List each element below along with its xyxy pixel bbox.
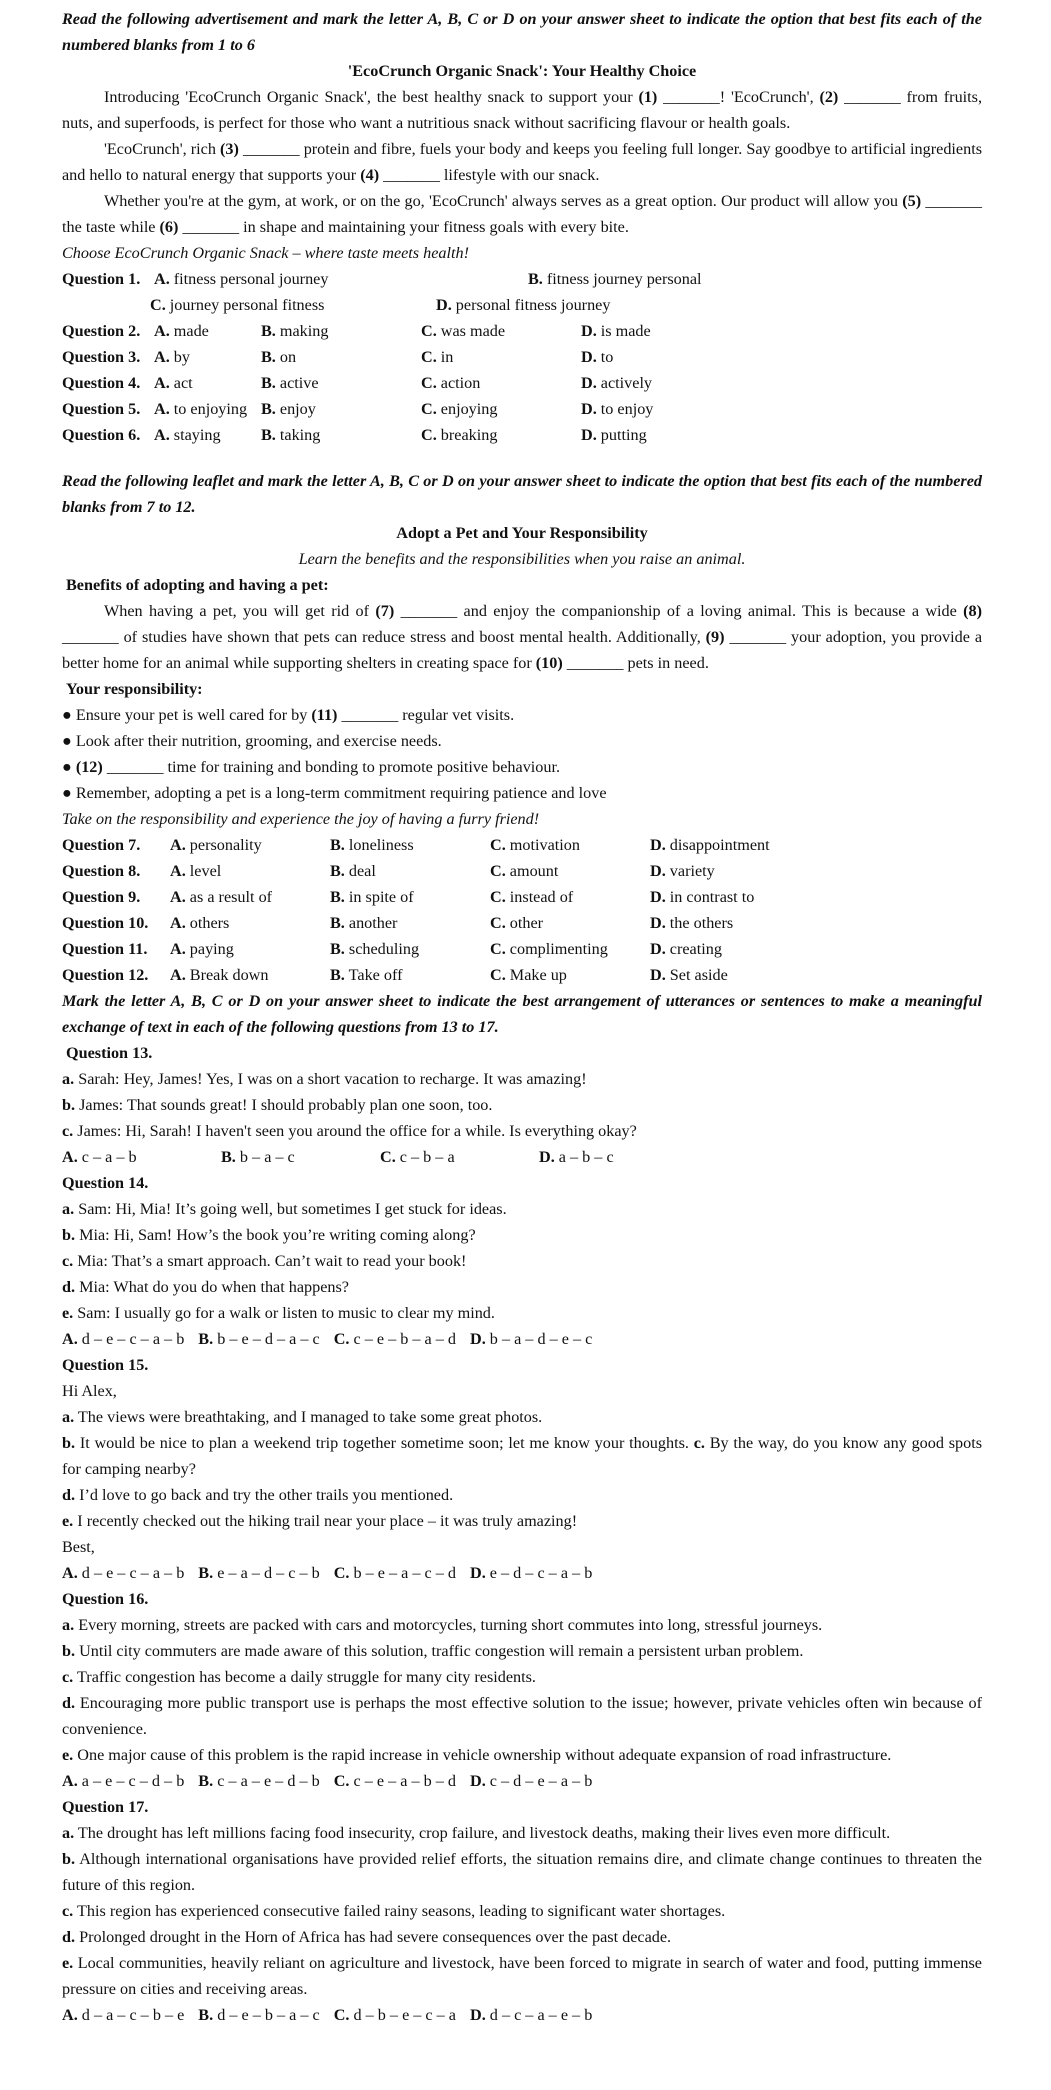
question-16-heading: Question 16. [62, 1590, 149, 1608]
question-14-answers [62, 1326, 982, 1352]
option-a[interactable]: A. staying [154, 426, 221, 444]
part1-paragraph-2: 'EcoCrunch', rich (3) _______ protein and fibre, fuels your body and keeps you feeling full longer. Say goodbye to artificial ingredients and hello to natural energy that supports your (4) _______ lifestyle with our snack. [62, 140, 982, 184]
question-label: Question 7. [62, 836, 141, 854]
question-11-row [62, 936, 982, 962]
option-d[interactable]: D. variety [650, 862, 715, 880]
q17-line-d: d. Prolonged drought in the Horn of Africa has had severe consequences over the past decade. [62, 1928, 672, 1946]
option-b[interactable]: B. loneliness [330, 836, 414, 854]
option-a[interactable]: A. others [170, 914, 230, 932]
bullet-3: ● (12) _______ time for training and bonding to promote positive behaviour. [62, 758, 561, 776]
responsibility-heading: Your responsibility: [66, 680, 203, 698]
part3-instruction: Mark the letter A, B, C or D on your answer sheet to indicate the best arrangement of utterances or sentences to make a meaningful exchange of text in each of the following questions from 13 to 17. [62, 992, 982, 1036]
question-12-row [62, 962, 982, 988]
option-c[interactable]: C. breaking [421, 426, 498, 444]
option-b[interactable]: B. c – a – e – d – b [198, 1772, 320, 1790]
option-c[interactable]: C. c – b – a [380, 1148, 455, 1166]
option-b[interactable]: B. active [261, 374, 319, 392]
question-9-row [62, 884, 982, 910]
question-label: Question 2. [62, 322, 141, 340]
option-d[interactable]: D. b – a – d – e – c [470, 1330, 593, 1348]
part1-title: 'EcoCrunch Organic Snack': Your Healthy Choice [347, 62, 697, 80]
q16-line-b: b. Until city commuters are made aware of this solution, traffic congestion will remain a persistent urban problem. [62, 1642, 804, 1660]
option-d[interactable]: D. to [581, 348, 614, 366]
option-b[interactable]: B. fitness journey personal [528, 270, 702, 288]
bullet-2: ● Look after their nutrition, grooming, and exercise needs. [62, 732, 442, 750]
option-d[interactable]: D. to enjoy [581, 400, 654, 418]
question-15-answers [62, 1560, 982, 1586]
question-7-row [62, 832, 982, 858]
q17-line-b: b. Although international organisations have provided relief efforts, the situation remains dire, and climate change continues to threaten the future of this region. [62, 1850, 982, 1894]
option-a[interactable]: A. level [170, 862, 222, 880]
option-a[interactable]: A. to enjoying [154, 400, 248, 418]
q15-sign: Best, [62, 1538, 95, 1556]
section-gap [62, 448, 982, 468]
question-label: Question 6. [62, 426, 141, 444]
question-17-heading: Question 17. [62, 1798, 149, 1816]
question-8-row [62, 858, 982, 884]
option-a[interactable]: A. paying [170, 940, 234, 958]
q16-line-c: c. Traffic congestion has become a daily struggle for many city residents. [62, 1668, 536, 1686]
question-label: Question 4. [62, 374, 141, 392]
option-b[interactable]: B. scheduling [330, 940, 420, 958]
part2-closing: Take on the responsibility and experience the joy of having a furry friend! [62, 810, 540, 828]
option-a[interactable]: A. by [154, 348, 190, 366]
part2-subtitle: Learn the benefits and the responsibilities when you raise an animal. [298, 550, 746, 568]
question-16-answers [62, 1768, 982, 1794]
option-c[interactable]: C. Make up [490, 966, 567, 984]
option-b[interactable]: B. making [261, 322, 329, 340]
question-2-row [62, 318, 982, 344]
part2-title: Adopt a Pet and Your Responsibility [396, 524, 648, 542]
option-b[interactable]: B. b – a – c [221, 1148, 295, 1166]
question-13-answers [62, 1144, 982, 1170]
q16-line-e: e. One major cause of this problem is the rapid increase in vehicle ownership without adequate expansion of road infrastructure. [62, 1746, 892, 1764]
option-c[interactable]: C. complimenting [490, 940, 608, 958]
option-d[interactable]: D. disappointment [650, 836, 770, 854]
option-c[interactable]: C. b – e – a – c – d [333, 1564, 456, 1582]
option-c[interactable]: C. d – b – e – c – a [333, 2006, 456, 2024]
option-d[interactable]: D. putting [581, 426, 647, 444]
option-c[interactable]: C. journey personal fitness [150, 296, 325, 314]
option-d[interactable]: D. the others [650, 914, 734, 932]
question-10-row [62, 910, 982, 936]
q15-greeting: Hi Alex, [62, 1382, 117, 1400]
option-b[interactable]: B. d – e – b – a – c [198, 2006, 320, 2024]
benefits-paragraph: When having a pet, you will get rid of (7) _______ and enjoy the companionship of a loving animal. This is because a wide (8) _______ of studies have shown that pets can reduce stress and boost mental health. Additionally, (9) _______ your adoption, you provide a better home for an animal while supporting shelters in creating space for (10) _______ pets in need. [62, 602, 983, 672]
option-a[interactable]: A. made [154, 322, 209, 340]
question-label: Question 9. [62, 888, 141, 906]
option-d[interactable]: D. is made [581, 322, 651, 340]
option-c[interactable]: C. was made [421, 322, 506, 340]
question-15-heading: Question 15. [62, 1356, 149, 1374]
option-d[interactable]: D. e – d – c – a – b [470, 1564, 593, 1582]
option-a[interactable]: A. Break down [170, 966, 269, 984]
option-b[interactable]: B. b – e – d – a – c [198, 1330, 320, 1348]
option-a[interactable]: A. d – e – c – a – b [62, 1330, 185, 1348]
bullet-4: ● Remember, adopting a pet is a long-term commitment requiring patience and love [62, 784, 607, 802]
option-a[interactable]: A. d – e – c – a – b [62, 1564, 185, 1582]
part1-instruction: Read the following advertisement and mark the letter A, B, C or D on your answer sheet to indicate the option that best fits each of the numbered blanks from 1 to 6 [62, 10, 982, 54]
option-d[interactable]: D. c – d – e – a – b [470, 1772, 593, 1790]
question-1-row-1 [62, 266, 982, 292]
question-1-row-2 [62, 292, 982, 318]
benefits-heading: Benefits of adopting and having a pet: [66, 576, 329, 594]
q15-line-e: e. I recently checked out the hiking trail near your place – it was truly amazing! [62, 1512, 578, 1530]
option-c[interactable]: C. other [490, 914, 544, 932]
option-a[interactable]: A. fitness personal journey [154, 270, 329, 288]
question-6-row [62, 422, 982, 448]
q14-line-d: d. Mia: What do you do when that happens? [62, 1278, 349, 1296]
option-c[interactable]: C. motivation [490, 836, 580, 854]
question-label: Question 3. [62, 348, 141, 366]
option-d[interactable]: D. d – c – a – e – b [470, 2006, 593, 2024]
question-13-heading: Question 13. [66, 1044, 153, 1062]
q16-line-d: d. Encouraging more public transport use is perhaps the most effective solution to the issue; however, private vehicles often win because of convenience. [62, 1694, 982, 1738]
option-a[interactable]: A. d – a – c – b – e [62, 2006, 185, 2024]
q13-line-b: b. James: That sounds great! I should probably plan one soon, too. [62, 1096, 493, 1114]
option-c[interactable]: C. c – e – b – a – d [333, 1330, 456, 1348]
q17-line-a: a. The drought has left millions facing food insecurity, crop failure, and livestock deaths, making their lives even more difficult. [62, 1824, 891, 1842]
option-a[interactable]: A. act [154, 374, 193, 392]
question-17-answers [62, 2002, 982, 2028]
option-c[interactable]: C. action [421, 374, 481, 392]
option-c[interactable]: C. amount [490, 862, 559, 880]
part2-instruction: Read the following leaflet and mark the letter A, B, C or D on your answer sheet to indicate the option that best fits each of the numbered blanks from 7 to 12. [62, 472, 982, 516]
option-b[interactable]: B. taking [261, 426, 321, 444]
question-label: Question 1. [62, 270, 141, 288]
option-a[interactable]: A. c – a – b [62, 1148, 137, 1166]
question-14-heading: Question 14. [62, 1174, 149, 1192]
part1-paragraph-1: Introducing 'EcoCrunch Organic Snack', the best healthy snack to support your (1) _______! 'EcoCrunch', (2) _______ from fruits, nuts, and superfoods, is perfect for those who want a nutritious snack without sacrificing flavour or health goals. [62, 88, 983, 132]
option-b[interactable]: B. deal [330, 862, 376, 880]
option-c[interactable]: C. instead of [490, 888, 574, 906]
q15-line-d: d. I’d love to go back and try the other trails you mentioned. [62, 1486, 454, 1504]
option-d[interactable]: D. personal fitness journey [436, 296, 611, 314]
option-b[interactable]: B. another [330, 914, 398, 932]
q14-line-c: c. Mia: That’s a smart approach. Can’t wait to read your book! [62, 1252, 467, 1270]
option-d[interactable]: D. actively [581, 374, 653, 392]
option-d[interactable]: D. in contrast to [650, 888, 755, 906]
option-a[interactable]: A. as a result of [170, 888, 273, 906]
q15-line-a: a. The views were breathtaking, and I managed to take some great photos. [62, 1408, 543, 1426]
option-d[interactable]: D. creating [650, 940, 722, 958]
question-label: Question 10. [62, 914, 149, 932]
question-label: Question 12. [62, 966, 149, 984]
q15-line-b: b. It would be nice to plan a weekend trip together sometime soon; let me know your thoughts. c. By the way, do you know any good spots for camping nearby? [62, 1434, 982, 1478]
question-label: Question 5. [62, 400, 141, 418]
q17-line-e: e. Local communities, heavily reliant on agriculture and livestock, have been forced to migrate in search of water and food, putting immense pressure on cities and receiving areas. [62, 1954, 982, 1998]
option-c[interactable]: C. enjoying [421, 400, 498, 418]
option-a[interactable]: A. personality [170, 836, 262, 854]
option-b[interactable]: B. e – a – d – c – b [198, 1564, 320, 1582]
option-b[interactable]: B. enjoy [261, 400, 316, 418]
q17-line-c: c. This region has experienced consecutive failed rainy seasons, leading to significant water shortages. [62, 1902, 726, 1920]
q14-line-b: b. Mia: Hi, Sam! How’s the book you’re writing coming along? [62, 1226, 476, 1244]
option-a[interactable]: A. a – e – c – d – b [62, 1772, 185, 1790]
question-label: Question 8. [62, 862, 141, 880]
q16-line-a: a. Every morning, streets are packed with cars and motorcycles, turning short commutes into long, stressful journeys. [62, 1616, 823, 1634]
option-d[interactable]: D. Set aside [650, 966, 728, 984]
option-b[interactable]: B. Take off [330, 966, 403, 984]
q13-line-c: c. James: Hi, Sarah! I haven't seen you around the office for a while. Is everything okay? [62, 1122, 637, 1140]
option-c[interactable]: C. in [421, 348, 454, 366]
part1-closing: Choose EcoCrunch Organic Snack – where taste meets health! [62, 244, 470, 262]
question-label: Question 11. [62, 940, 148, 958]
question-4-row [62, 370, 982, 396]
q13-line-a: a. Sarah: Hey, James! Yes, I was on a short vacation to recharge. It was amazing! [62, 1070, 587, 1088]
option-b[interactable]: B. in spite of [330, 888, 414, 906]
q14-line-e: e. Sam: I usually go for a walk or listen to music to clear my mind. [62, 1304, 495, 1322]
question-5-row [62, 396, 982, 422]
option-b[interactable]: B. on [261, 348, 297, 366]
option-d[interactable]: D. a – b – c [539, 1148, 614, 1166]
q14-line-a: a. Sam: Hi, Mia! It’s going well, but sometimes I get stuck for ideas. [62, 1200, 507, 1218]
option-c[interactable]: C. c – e – a – b – d [333, 1772, 456, 1790]
question-3-row [62, 344, 982, 370]
bullet-1: ● Ensure your pet is well cared for by (11) _______ regular vet visits. [62, 706, 515, 724]
part1-paragraph-3: Whether you're at the gym, at work, or on the go, 'EcoCrunch' always serves as a great option. Our product will allow you (5) _______ the taste while (6) _______ in shape and maintaining your fitness goals with every bite. [62, 192, 982, 236]
